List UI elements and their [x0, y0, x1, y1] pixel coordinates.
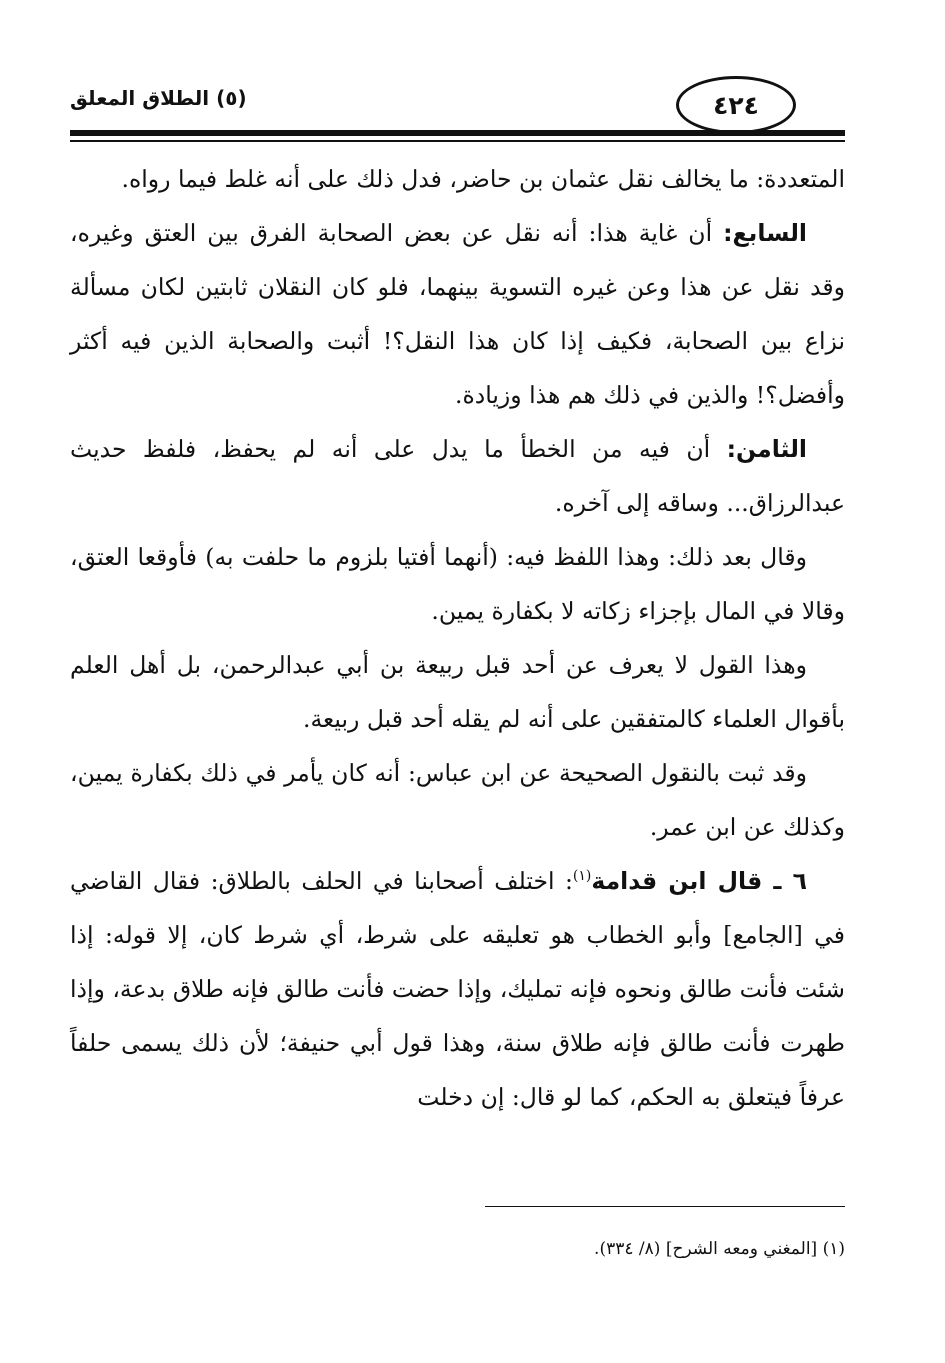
- header-rule-thick: [70, 130, 845, 136]
- paragraph-text: وهذا القول لا يعرف عن أحد قبل ربيعة بن أبي عبدالرحمن، بل أهل العلم بأقوال العلماء كالمتفقين على أنه لم يقله أحد قبل ربيعة.: [70, 651, 845, 733]
- paragraph: [70, 638, 845, 746]
- paragraph-seventh: [70, 206, 845, 422]
- paragraph-text: وقد ثبت بالنقول الصحيحة عن ابن عباس: أنه كان يأمر في ذلك بكفارة يمين، وكذلك عن ابن عمر.: [70, 759, 845, 841]
- main-text: [70, 152, 845, 1124]
- paragraph-text: وقال بعد ذلك: وهذا اللفظ فيه: (أنهما أفتيا بلزوم ما حلفت به) فأوقعا العتق، وقالا في المال بإجزاء زكاته لا بكفارة يمين.: [70, 543, 845, 625]
- paragraph: [70, 530, 845, 638]
- page-number: ٤٢٤: [676, 76, 796, 134]
- paragraph-ibn-qudama: [70, 854, 845, 1124]
- paragraph-text: : اختلف أصحابنا في الحلف بالطلاق: فقال القاضي في [الجامع] وأبو الخطاب هو تعليقه على شرط، أي شرط كان، إلا قوله: إذا شئت فأنت طالق ونحوه فإنه تمليك، وإذا حضت فأنت طالق فإنه طلاق بدعة، وإذا طهرت فأنت طالق فإنه طلاق سنة، وهذا قول أبي حنيفة؛ لأن ذلك يسمى حلفاً عرفاً فيتعلق به الحكم، كما لو قال: إن دخلت: [70, 867, 845, 1111]
- paragraph-text: أن فيه من الخطأ ما يدل على أنه لم يحفظ، فلفظ حديث عبدالرزاق... وساقه إلى آخره.: [70, 435, 845, 517]
- paragraph: [70, 746, 845, 854]
- page-header: [70, 76, 845, 146]
- header-rule-thin: [70, 140, 845, 142]
- footnote-1: (١) [المغني ومعه الشرح] (٨/ ٣٣٤).: [594, 1239, 845, 1259]
- paragraph-lead-ibn-qudama: ٦ ـ قال ابن قدامة: [591, 867, 807, 895]
- footnote-divider: [485, 1206, 845, 1207]
- footnote-reference: (١): [572, 868, 592, 885]
- paragraph-lead-seventh: السابع:: [723, 219, 807, 247]
- paragraph-text: أن غاية هذا: أنه نقل عن بعض الصحابة الفرق بين العتق وغيره، وقد نقل عن هذا وعن غيره التسوية بينهما، فلو كان النقلان ثابتين لكان مسألة نزاع بين الصحابة، فكيف إذا كان هذا النقل؟! أثبت والصحابة الذين فيه أكثر وأفضل؟! والذين في ذلك هم هذا وزيادة.: [70, 219, 845, 409]
- paragraph-text: المتعددة: ما يخالف نقل عثمان بن حاضر، فدل ذلك على أنه غلط فيما رواه.: [121, 165, 845, 193]
- paragraph-lead-eighth: الثامن:: [726, 435, 807, 463]
- running-title: (٥) الطلاق المعلق: [70, 86, 247, 110]
- paragraph-continued: [70, 152, 845, 206]
- paragraph-eighth: [70, 422, 845, 530]
